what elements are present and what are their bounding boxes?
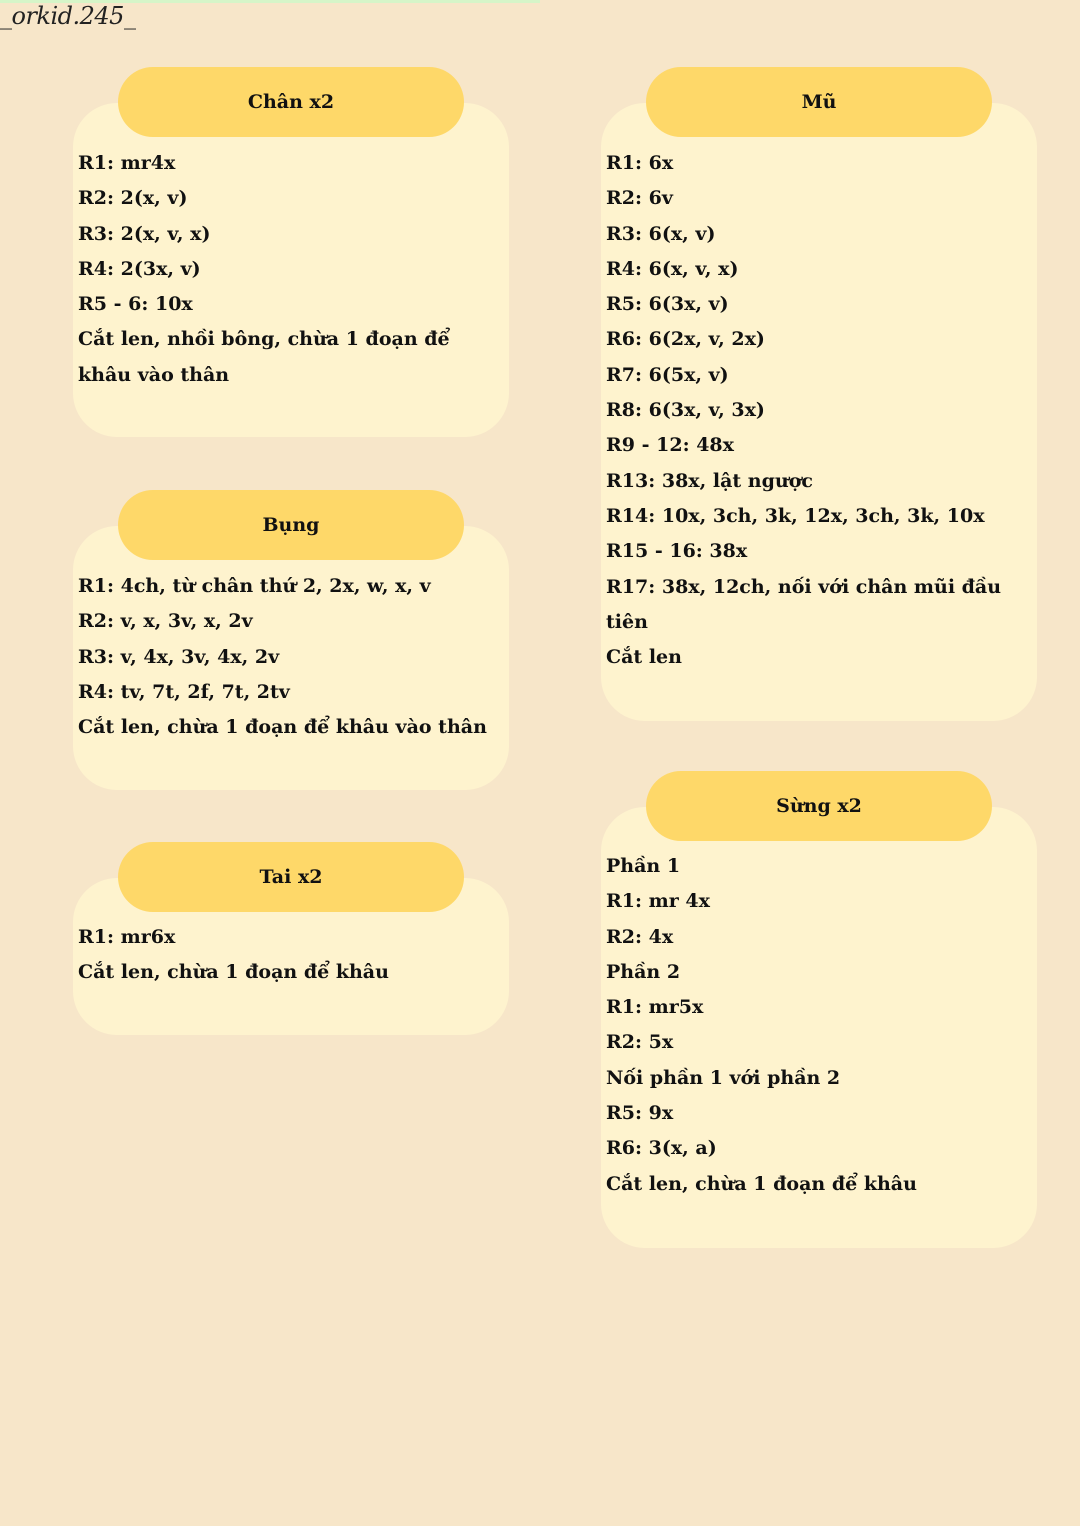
instruction-line: R14: 10x, 3ch, 3k, 12x, 3ch, 3k, 10x xyxy=(606,504,985,527)
instruction-line: R3: 2(x, v, x) xyxy=(78,222,211,245)
section-title-mu: Mũ xyxy=(646,67,992,137)
instruction-line: R5: 9x xyxy=(606,1102,674,1125)
section-card-tai xyxy=(73,842,509,1035)
instruction-line: R15 - 16: 38x xyxy=(606,540,748,563)
instruction-list-sung xyxy=(606,849,1026,1202)
instruction-line: R2: v, x, 3v, x, 2v xyxy=(78,610,253,633)
instruction-line: R2: 5x xyxy=(606,1031,674,1054)
instruction-list-tai xyxy=(78,920,498,991)
instruction-line: R13: 38x, lật ngược xyxy=(606,469,813,492)
instruction-line: R1: mr 4x xyxy=(606,890,710,913)
instruction-list-bung xyxy=(78,569,508,745)
watermark-logo: _orkid.245_ xyxy=(0,2,136,30)
instruction-line: Cắt len xyxy=(606,646,682,669)
section-title-bung: Bụng xyxy=(118,490,464,560)
instruction-line: Phần 1 xyxy=(606,855,681,877)
instruction-line: R7: 6(5x, v) xyxy=(606,363,729,386)
section-card-mu xyxy=(601,67,1037,721)
instruction-line: R3: 6(x, v) xyxy=(606,222,716,245)
instruction-line: R1: 4ch, từ chân thứ 2, 2x, w, x, v xyxy=(78,575,431,597)
instruction-line: R3: v, 4x, 3v, 4x, 2v xyxy=(78,645,280,668)
instruction-line: R1: mr5x xyxy=(606,996,704,1019)
instruction-line: Nối phần 1 với phần 2 xyxy=(606,1066,841,1089)
instruction-line: R6: 3(x, a) xyxy=(606,1137,717,1160)
section-title-sung: Sừng x2 xyxy=(646,771,992,841)
instruction-list-mu xyxy=(606,146,1011,675)
section-card-bung xyxy=(73,490,509,790)
instruction-line: R1: mr4x xyxy=(78,152,176,174)
instruction-line: Cắt len, chừa 1 đoạn để khâu vào thân xyxy=(78,716,487,739)
instruction-line: R2: 4x xyxy=(606,925,674,948)
section-card-chan xyxy=(73,67,509,437)
instruction-list-chan xyxy=(78,146,458,393)
section-card-sung xyxy=(601,771,1037,1248)
instruction-line: R2: 2(x, v) xyxy=(78,187,188,210)
instruction-line: R4: tv, 7t, 2f, 7t, 2tv xyxy=(78,680,290,703)
instruction-line: R1: mr6x xyxy=(78,926,176,948)
instruction-line: R8: 6(3x, v, 3x) xyxy=(606,399,765,422)
instruction-line: R9 - 12: 48x xyxy=(606,434,734,457)
instruction-line: R5 - 6: 10x xyxy=(78,293,193,316)
instruction-line: R2: 6v xyxy=(606,187,673,210)
instruction-line: R4: 6(x, v, x) xyxy=(606,257,739,280)
instruction-line: Cắt len, nhồi bông, chừa 1 đoạn để khâu vào thân xyxy=(78,328,450,386)
instruction-line: Cắt len, chừa 1 đoạn để khâu xyxy=(606,1172,917,1195)
instruction-line: Phần 2 xyxy=(606,960,681,983)
instruction-line: Cắt len, chừa 1 đoạn để khâu xyxy=(78,961,389,984)
instruction-line: R6: 6(2x, v, 2x) xyxy=(606,328,765,351)
instruction-line: R5: 6(3x, v) xyxy=(606,293,729,316)
section-title-chan: Chân x2 xyxy=(118,67,464,137)
instruction-line: R1: 6x xyxy=(606,152,674,174)
instruction-line: R4: 2(3x, v) xyxy=(78,257,201,280)
section-title-tai: Tai x2 xyxy=(118,842,464,912)
instruction-line: R17: 38x, 12ch, nối với chân mũi đầu tiên xyxy=(606,575,1002,633)
